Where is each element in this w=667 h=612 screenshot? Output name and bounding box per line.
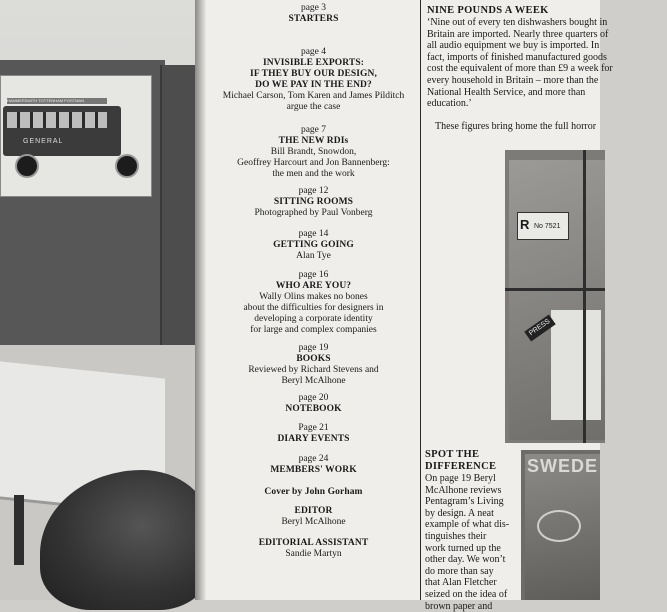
article-title: NINE POUNDS A WEEK — [427, 5, 549, 16]
contents-entry — [207, 186, 420, 219]
parcel-string — [583, 150, 586, 443]
entry-title: WHO ARE YOU? — [275, 281, 352, 291]
contents-entry — [207, 454, 420, 476]
contents-entry — [207, 270, 420, 336]
entry-title: MEMBERS' WORK — [270, 465, 357, 475]
entry-subtitle: Beryl McAlhone — [281, 376, 346, 386]
entry-subtitle: Bill Brandt, Snowdon, — [270, 147, 357, 157]
cover-credit — [207, 487, 420, 498]
entry-subtitle: Wally Olins makes no bones — [259, 292, 368, 302]
entry-subtitle: developing a corporate identity — [254, 314, 373, 324]
registered-number: No 7521 — [534, 223, 561, 230]
entry-subtitle: argue the case — [286, 102, 341, 112]
entry-page: page 4 — [300, 47, 327, 57]
entry-title: NOTEBOOK — [285, 404, 342, 414]
bus-wheel — [15, 154, 39, 178]
bus-destination-sign: HAMMERSMITH TOTTENHAM POSTMAN — [7, 98, 107, 104]
entry-subtitle: the men and the work — [272, 169, 355, 179]
entry-page: page 7 — [300, 125, 327, 135]
editor-name: Beryl McAlhone — [281, 517, 346, 527]
table-of-contents — [207, 0, 421, 600]
assistant-credit — [207, 538, 420, 560]
entry-subtitle: Geoffrey Harcourt and Jon Bannenberg: — [237, 158, 390, 168]
entry-page: page 3 — [300, 3, 327, 13]
entry-title: IF THEY BUY OUR DESIGN, — [250, 69, 377, 79]
entry-page: page 16 — [298, 270, 329, 280]
article-body-continued: These figures bring home the full horror — [435, 121, 597, 132]
contents-entry — [207, 125, 420, 180]
left-page-photo — [0, 0, 205, 600]
entry-subtitle: for large and complex companies — [250, 325, 377, 335]
entry-page: page 19 — [298, 343, 329, 353]
spot-title: SPOT THE DIFFERENCE — [425, 449, 497, 472]
string-loop — [537, 510, 581, 542]
entry-title: THE NEW RDIs — [278, 136, 349, 146]
editor-heading: EDITOR — [294, 506, 333, 516]
entry-page: page 20 — [298, 393, 329, 403]
cover-credit-text: Cover by John Gorham — [264, 487, 363, 497]
entry-subtitle: Alan Tye — [296, 251, 331, 261]
contents-entry — [207, 229, 420, 262]
entry-title: SITTING ROOMS — [273, 197, 354, 207]
bus-photograph — [0, 75, 152, 197]
contents-entry — [207, 47, 420, 113]
assistant-heading: EDITORIAL ASSISTANT — [258, 538, 369, 548]
registered-letter: R — [520, 217, 530, 232]
parcel-string — [505, 288, 605, 291]
entry-title: INVISIBLE EXPORTS: — [263, 58, 364, 68]
contents-entry — [207, 423, 420, 445]
parcel-photograph — [505, 150, 605, 443]
entry-subtitle: Reviewed by Richard Stevens and — [248, 365, 379, 375]
entry-subtitle: about the difficulties for designers in — [243, 303, 384, 313]
entry-title: DO WE PAY IN THE END? — [255, 80, 372, 90]
entry-subtitle: Michael Carson, Tom Karen and James Pilditch — [222, 91, 405, 101]
bus-wheel — [115, 154, 139, 178]
bus-label: GENERAL — [23, 138, 64, 145]
press-tag: PRESS — [524, 314, 555, 341]
entry-page: page 14 — [298, 229, 329, 239]
entry-page: Page 21 — [298, 423, 329, 433]
entry-title: STARTERS — [288, 14, 339, 24]
swede-photograph — [521, 450, 600, 600]
address-label — [551, 310, 601, 420]
entry-title: GETTING GOING — [273, 240, 354, 250]
registered-label — [517, 212, 569, 240]
contents-entry — [207, 343, 420, 387]
entry-title: DIARY EVENTS — [277, 434, 350, 444]
contents-entry — [207, 3, 420, 25]
contents-entry — [207, 393, 420, 415]
editor-credit — [207, 506, 420, 528]
table-leg — [14, 495, 24, 565]
magazine-spine — [195, 0, 207, 600]
spot-body: On page 19 Beryl McAlhone reviews Pentagram’s Living by design. A neat example of what dis- tinguishes their work turned up the other day. We won’t do more than say that Alan Fletcher seized on the idea of brown paper and — [425, 473, 510, 612]
entry-page: page 24 — [298, 454, 329, 464]
assistant-name: Sandie Martyn — [285, 549, 342, 559]
right-column — [421, 0, 613, 612]
article-body: ‘Nine out of every ten dishwashers bought in Britain are imported. Nearly three quarters of all audio equipment we buy is imported. In fact, imports of finished manufactured goods cost the equivalent of more than £9 a week for every household in Britain – more than the National Health Service, and more than education.’ — [427, 17, 613, 110]
entry-title: BOOKS — [296, 354, 331, 364]
bus-windows — [7, 112, 107, 128]
swede-cover-text: SWEDE — [527, 456, 599, 476]
entry-page: page 12 — [298, 186, 329, 196]
entry-subtitle: Photographed by Paul Vonberg — [254, 208, 373, 218]
